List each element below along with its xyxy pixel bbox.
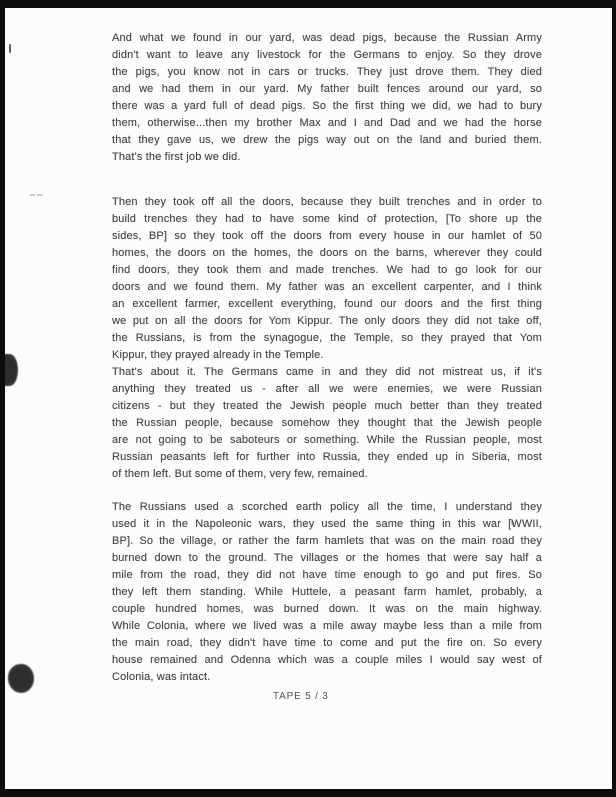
transcript-line: doors and we found them. My father was an excellent carpenter, and I think (112, 281, 542, 293)
transcript-line: That's about it. The Germans came in and they did not mistreat us, if it's (112, 366, 542, 378)
transcript-line: of them left. But some of them, very few, remained. (112, 468, 368, 480)
transcript-line: Colonia, was intact. (112, 671, 211, 683)
punch-hole-mark-bottom (6, 662, 36, 694)
punch-hole-mark-top (3, 354, 18, 386)
transcript-paragraph (112, 499, 542, 686)
transcript-line: used it in the Napoleonic wars, they used the same thing in this war [WWII, (112, 518, 542, 530)
transcript-paragraph (112, 30, 542, 166)
transcript-line: And what we found in our yard, was dead pigs, because the Russian Army (112, 32, 542, 44)
transcript-body (112, 30, 542, 686)
transcript-line: we put on all the doors for Yom Kippur. The only doors they did not take off, (112, 315, 542, 327)
transcript-line: mile from the road, they did not have time enough to go and put fires. So (112, 569, 542, 581)
transcript-line: Then they took off all the doors, because they built trenches and in order to (112, 196, 542, 208)
transcript-line: the main road, they didn't have time to come and put the fire on. So every (112, 637, 542, 649)
transcript-line: BP]. So the village, or rather the farm hamlets that was on the main road they (112, 535, 542, 547)
transcript-line: and we had them in our yard. My father built fences around our yard, so (112, 83, 542, 95)
transcript-line: them, otherwise...then my brother Max and I and Dad and we had the horse (112, 117, 542, 129)
transcript-line: an excellent farmer, excellent everything, found our doors and the first thing (112, 298, 542, 310)
transcript-line: The Russians used a scorched earth policy all the time, I understand they (112, 501, 542, 513)
transcript-line: find doors, they took them and made trenches. We had to go look for our (112, 264, 542, 276)
transcript-line: build trenches they had to have some kind of protection, [To shore up the (112, 213, 542, 225)
transcript-line: Russian peasants left for further into Russia, they ended up in Siberia, most (112, 451, 542, 463)
transcript-line: that they gave us, we drew the pigs way out on the land and buried them. (112, 134, 542, 146)
transcript-line: there was a yard full of dead pigs. So the first thing we did, we had to bury (112, 100, 542, 112)
transcript-line: Kippur, they prayed already in the Temple. (112, 349, 324, 361)
transcript-line: didn't want to leave any livestock for the Germans to enjoy. So they drove (112, 49, 542, 61)
transcript-line: burned down to the ground. The villages or the homes that were say half a (112, 552, 542, 564)
transcript-paragraph (112, 194, 542, 364)
transcript-line: the Russians, is from the synagogue, the Temple, so they prayed that Yom (112, 332, 542, 344)
transcript-line: couple hundred homes, was burned down. It was on the main highway. (112, 603, 542, 615)
transcript-line: That's the first job we did. (112, 151, 241, 163)
transcript-line: the Russian people, because somehow they thought that the Jewish people (112, 417, 542, 429)
tape-footer-label: TAPE 5 / 3 (273, 691, 329, 702)
transcript-paragraph (112, 364, 542, 483)
photocopy-smudge-mark (30, 194, 43, 196)
transcript-line: While Colonia, where we lived was a mile away maybe less than a mile from (112, 620, 542, 632)
transcript-line: they left them standing. While Huttele, a peasant farm hamlet, probably, a (112, 586, 542, 598)
pen-tick-mark (9, 44, 11, 53)
transcript-line: citizens - but they treated the Jewish people much better than they treated (112, 400, 542, 412)
transcript-line: house remained and Odenna which was a couple miles I would say west of (112, 654, 542, 666)
transcript-line: homes, the doors on the homes, the doors on the barns, wherever they could (112, 247, 542, 259)
transcript-line: sides, BP] so they took off the doors from every house in our hamlet of 50 (112, 230, 542, 242)
transcript-line: the pigs, you know not in cars or trucks. They just drove them. They died (112, 66, 542, 78)
transcript-line: are not going to be saboteurs or something. While the Russian people, most (112, 434, 542, 446)
transcript-line: anything they treated us - after all we were enemies, we were Russian (112, 383, 542, 395)
